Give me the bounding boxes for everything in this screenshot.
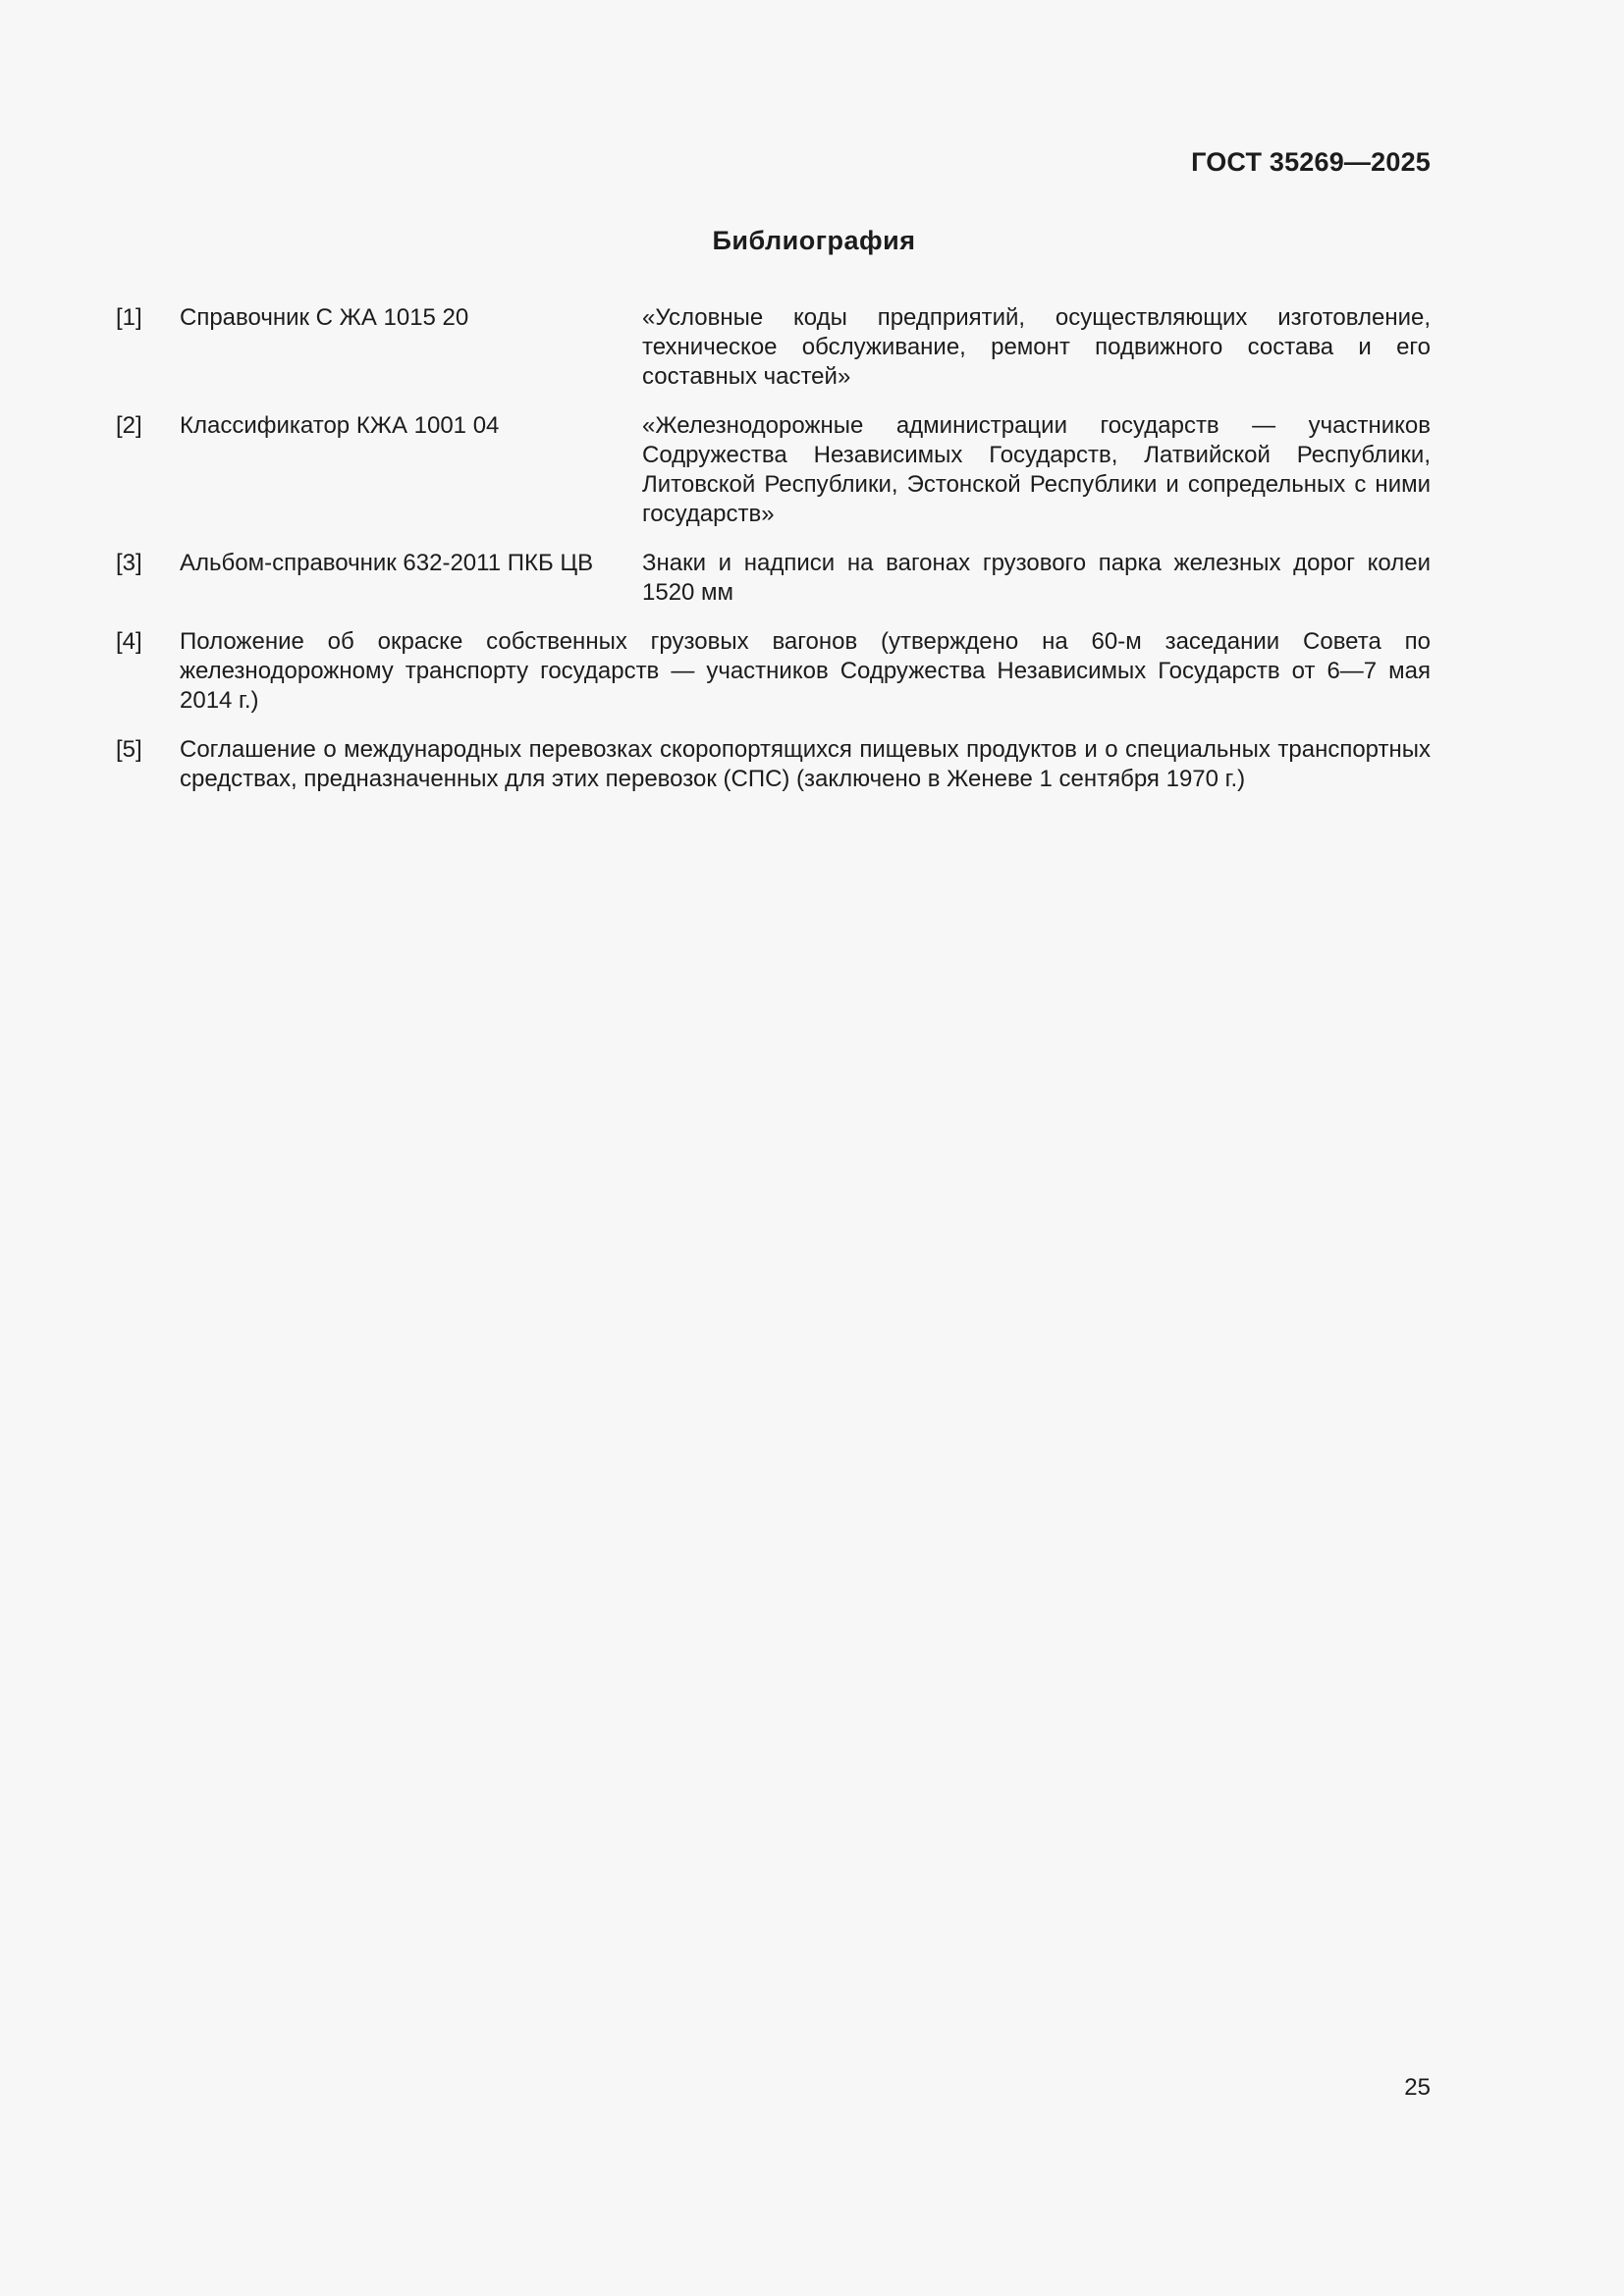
entry-number: [3]: [116, 550, 142, 576]
entry-text: Соглашение о международных перевозках скоропортящихся пищевых продуктов и о специальных транспортных средствах, предназначенных для этих перевозок (СПС) (заключено в Женеве 1 сентября 1970 г.): [180, 736, 1431, 792]
bibliography-entry: [116, 303, 1431, 392]
bibliography-entry: [116, 549, 1431, 608]
entry-text: Положение об окраске собственных грузовых вагонов (утверждено на 60-м заседании Совета по железнодорожному транспорту государств — участников Содружества Независимых Государств от 6—7 мая 2014 г.): [180, 628, 1431, 714]
entry-label: Справочник С ЖА 1015 20: [180, 304, 469, 331]
entry-label: Альбом-справочник 632-2011 ПКБ ЦВ: [180, 550, 594, 576]
entry-number: [1]: [116, 304, 142, 331]
entry-number: [4]: [116, 628, 142, 655]
entry-number: [5]: [116, 736, 142, 763]
bibliography-entry: [116, 411, 1431, 529]
bibliography-list: [116, 303, 1431, 814]
entry-label: Классификатор КЖА 1001 04: [180, 412, 500, 439]
page-number: 25: [1404, 2074, 1431, 2101]
entry-number: [2]: [116, 412, 142, 439]
bibliography-entry: [116, 735, 1431, 794]
entry-text: Знаки и надписи на вагонах грузового парка железных дорог колеи 1520 мм: [642, 550, 1431, 606]
bibliography-entry: [116, 627, 1431, 716]
entry-text: «Железнодорожные администрации государств — участников Содружества Независимых Государств, Латвийской Республики, Литовской Республики, Эстонской Республики и сопредельных с ними государств»: [642, 412, 1431, 527]
section-title: Библиография: [712, 226, 916, 255]
entry-text: «Условные коды предприятий, осуществляющих изготовление, техническое обслуживание, ремонт подвижного состава и его составных частей»: [642, 304, 1431, 390]
document-code: ГОСТ 35269—2025: [1191, 147, 1431, 177]
